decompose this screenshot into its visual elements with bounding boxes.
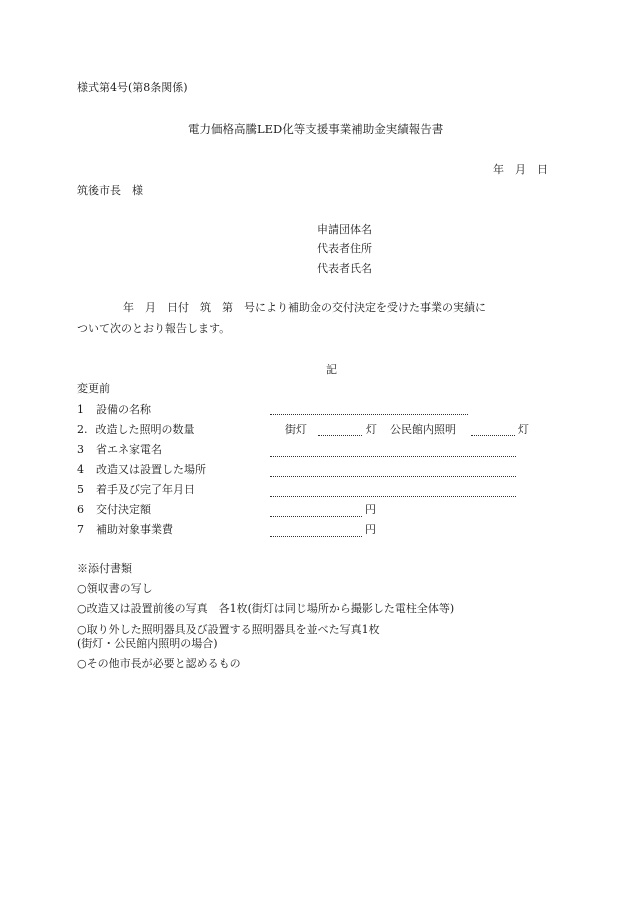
item-label: 改造又は設置した場所 [96,463,206,476]
hall-lighting-unit: 灯 [518,423,529,436]
applicant-name-label: 代表者氏名 [317,262,372,275]
streetlight-count-field[interactable] [318,435,362,436]
applicant-org-label: 申請団体名 [317,223,372,236]
attachment-item: ○領収書の写し [77,582,153,595]
item-number: 3 [77,443,84,456]
item-label: 改造した照明の数量 [95,423,195,436]
item-number: 4 [77,463,84,476]
addressee: 筑後市長 様 [77,184,143,197]
grant-amount-unit: 円 [365,503,376,516]
attachment-item: ○改造又は設置前後の写真 各1枚(街灯は同じ場所から撮影した電柱全体等) [77,602,455,615]
streetlight-unit: 灯 [366,423,377,436]
project-cost-field[interactable] [270,536,362,537]
applicant-address-label: 代表者住所 [317,242,372,255]
item-label: 省エネ家電名 [96,443,162,456]
dates-field[interactable] [270,496,516,497]
item-number: 6 [77,503,84,516]
list-item [77,503,151,517]
attachment-item: ○その他市長が必要と認めるもの [77,657,241,670]
item-number: 5 [77,483,84,496]
attachment-item: ○取り外した照明器具及び設置する照明器具を並べた写真1枚 [77,623,380,636]
grant-amount-field[interactable] [270,516,362,517]
list-item [77,443,162,457]
item-label: 補助対象事業費 [96,523,173,536]
hall-lighting-label: 公民館内照明 [390,423,456,436]
form-title: 電力価格高騰LED化等支援事業補助金実績報告書 [188,122,444,136]
attachment-item-note: (街灯・公民館内照明の場合) [77,637,218,650]
streetlight-label: 街灯 [285,423,307,436]
section-label: 変更前 [77,382,110,395]
list-item [77,463,206,477]
hall-lighting-count-field[interactable] [471,435,515,436]
appliance-name-field[interactable] [270,456,516,457]
item-number: 1 [77,403,84,416]
item-label: 着手及び完了年月日 [96,483,195,496]
list-item [77,523,173,537]
location-field[interactable] [270,476,516,477]
item-label: 設備の名称 [96,403,151,416]
body-line-1: 年 月 日付 筑 第 号により補助金の交付決定を受けた事業の実績に [112,301,486,314]
body-line-2: ついて次のとおり報告します。 [77,322,231,335]
equipment-name-field[interactable] [270,414,468,415]
form-number: 様式第4号(第8条関係) [77,81,188,94]
item-number: 7 [77,523,84,536]
item-number: 2. [77,423,88,436]
list-item [77,403,151,417]
list-item [77,423,195,437]
item-label: 交付決定額 [96,503,151,516]
attachments-heading: ※添付書類 [77,562,132,575]
list-item [77,483,195,497]
project-cost-unit: 円 [365,523,376,536]
date-line: 年 月 日 [493,163,548,176]
ki-heading: 記 [326,363,337,376]
